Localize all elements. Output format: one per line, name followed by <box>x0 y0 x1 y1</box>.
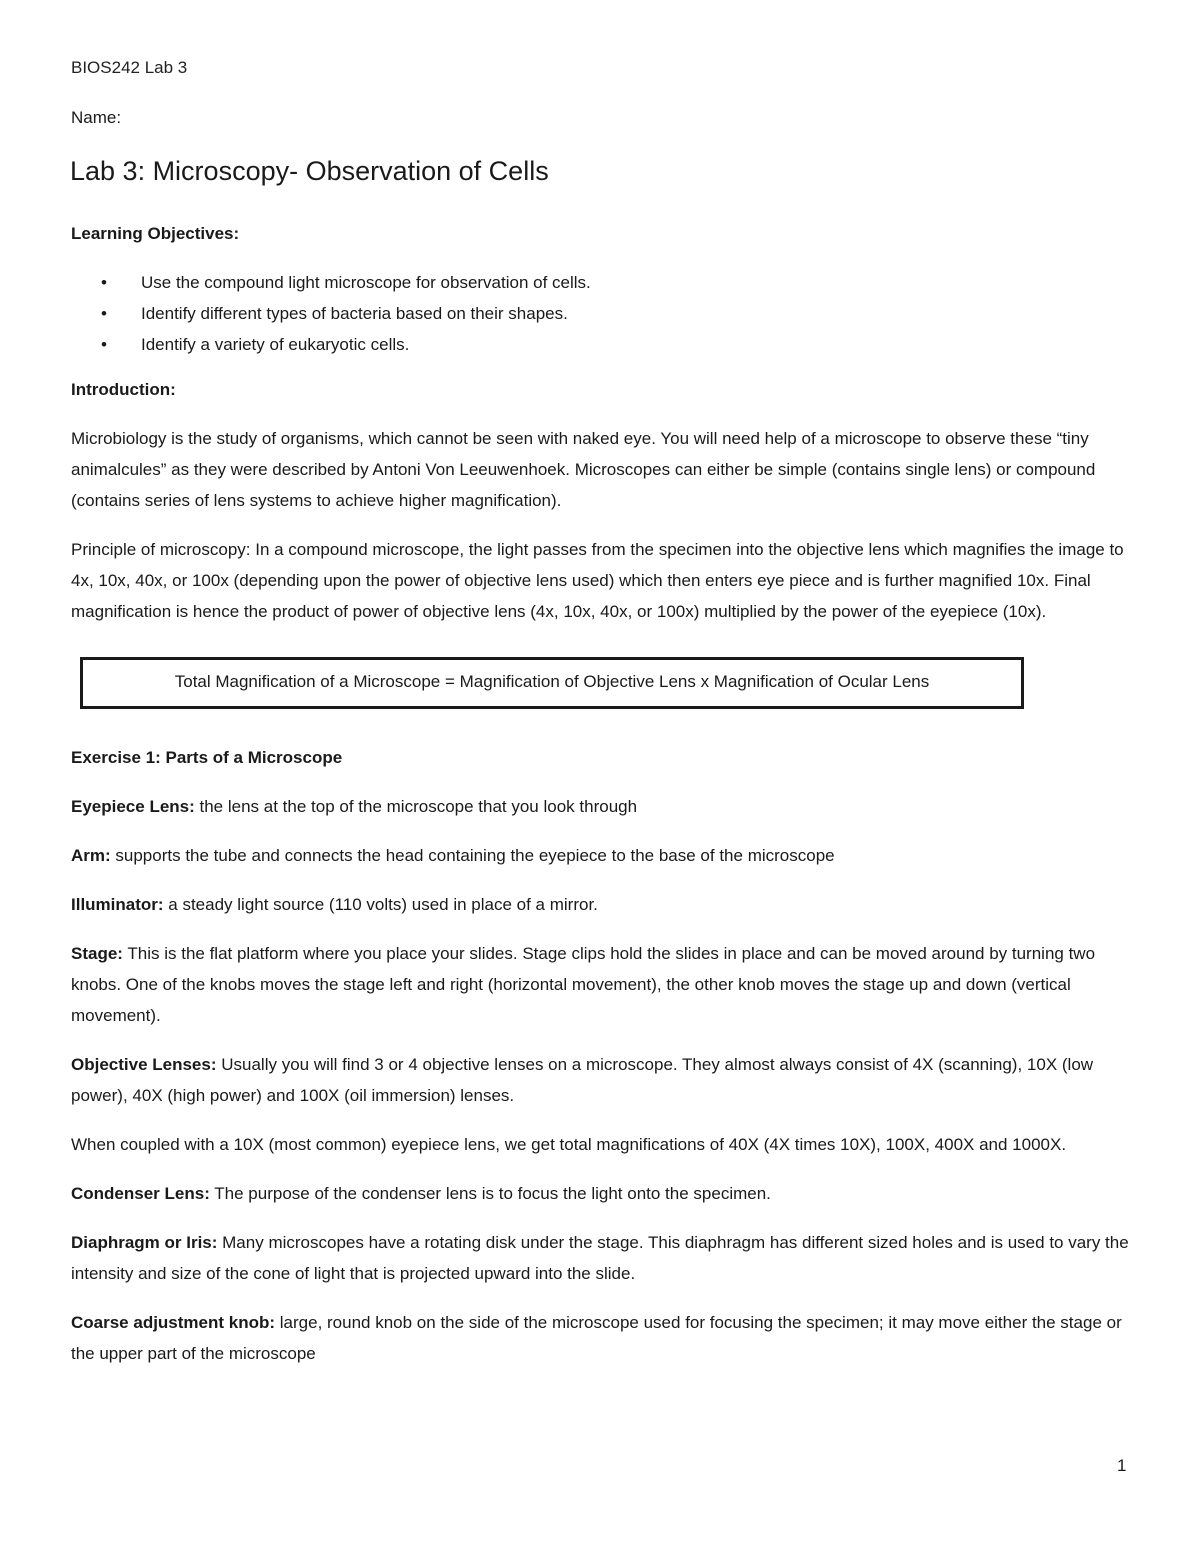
part-description: large, round knob on the side of the microscope used for focusing the specimen; it may move either the stage or the upper part of the microscope <box>71 1313 1122 1363</box>
objective-text: Use the compound light microscope for observation of cells. <box>141 273 591 292</box>
part-definition <box>71 791 1136 822</box>
part-term: Eyepiece Lens: <box>71 797 195 816</box>
list-item <box>71 267 1136 298</box>
principle-paragraph: Principle of microscopy: In a compound microscope, the light passes from the specimen into the objective lens which magnifies the image to 4x, 10x, 40x, or 100x (depending upon the power of objective lens used) which then enters eye piece and is further magnified 10x. Final magnification is hence the product of power of objective lens (4x, 10x, 40x, or 100x) multiplied by the power of the eyepiece (10x). <box>71 540 1124 621</box>
document-body <box>71 218 1136 1387</box>
list-item <box>71 298 1136 329</box>
part-definition <box>71 840 1136 871</box>
introduction-heading: Introduction: <box>71 380 176 399</box>
exercise-1-heading: Exercise 1: Parts of a Microscope <box>71 748 343 767</box>
objective-text: Identify a variety of eukaryotic cells. <box>141 335 410 354</box>
part-definition <box>71 1129 1136 1160</box>
magnification-formula-box: Total Magnification of a Microscope = Magnification of Objective Lens x Magnification of Ocular Lens <box>80 657 1024 709</box>
intro-paragraph: Microbiology is the study of organisms, which cannot be seen with naked eye. You will need help of a microscope to observe these “tiny animalcules” as they were described by Antoni Von Leeuwenhoek. Microscopes can either be simple (contains single lens) or compound (contains series of lens systems to achieve higher magnification). <box>71 429 1096 510</box>
part-description: The purpose of the condenser lens is to focus the light onto the specimen. <box>209 1184 771 1203</box>
list-item <box>71 329 1136 360</box>
part-term: Condenser Lens: <box>71 1184 210 1203</box>
part-description: a steady light source (110 volts) used in place of a mirror. <box>163 895 598 914</box>
name-field-label: Name: <box>71 108 122 127</box>
learning-objectives-heading: Learning Objectives: <box>71 224 240 243</box>
bullet-icon: • <box>101 273 107 292</box>
part-term: Coarse adjustment knob: <box>71 1313 276 1332</box>
part-definition <box>71 1178 1136 1209</box>
part-term: Stage: <box>71 944 123 963</box>
part-description: Many microscopes have a rotating disk under the stage. This diaphragm has different sized holes and is used to vary the intensity and size of the cone of light that is projected upward into the slide. <box>71 1233 1129 1283</box>
part-definition <box>71 1227 1136 1289</box>
document-title: Lab 3: Microscopy- Observation of Cells <box>70 156 549 186</box>
running-header: BIOS242 Lab 3 <box>71 58 188 77</box>
bullet-icon: • <box>101 304 107 323</box>
part-term: Arm: <box>71 846 111 865</box>
part-definition <box>71 938 1136 1031</box>
bullet-icon: • <box>101 335 107 354</box>
part-term: Diaphragm or Iris: <box>71 1233 218 1252</box>
objectives-list <box>71 267 1136 360</box>
objective-text: Identify different types of bacteria based on their shapes. <box>141 304 568 323</box>
part-description: supports the tube and connects the head containing the eyepiece to the base of the microscope <box>110 846 835 865</box>
part-description: Usually you will find 3 or 4 objective lenses on a microscope. They almost always consist of 4X (scanning), 10X (low power), 40X (high power) and 100X (oil immersion) lenses. <box>71 1055 1094 1105</box>
part-definition <box>71 1049 1136 1111</box>
page-number: 1 <box>1117 1456 1127 1475</box>
part-description: the lens at the top of the microscope that you look through <box>194 797 638 816</box>
part-definition <box>71 1307 1136 1369</box>
part-term: Illuminator: <box>71 895 164 914</box>
part-term: Objective Lenses: <box>71 1055 217 1074</box>
part-definition <box>71 889 1136 920</box>
part-description: When coupled with a 10X (most common) eyepiece lens, we get total magnifications of 40X (4X times 10X), 100X, 400X and 1000X. <box>71 1135 1067 1154</box>
part-description: This is the flat platform where you place your slides. Stage clips hold the slides in place and can be moved around by turning two knobs. One of the knobs moves the stage left and right (horizontal movement), the other knob moves the stage up and down (vertical movement). <box>71 944 1096 1025</box>
